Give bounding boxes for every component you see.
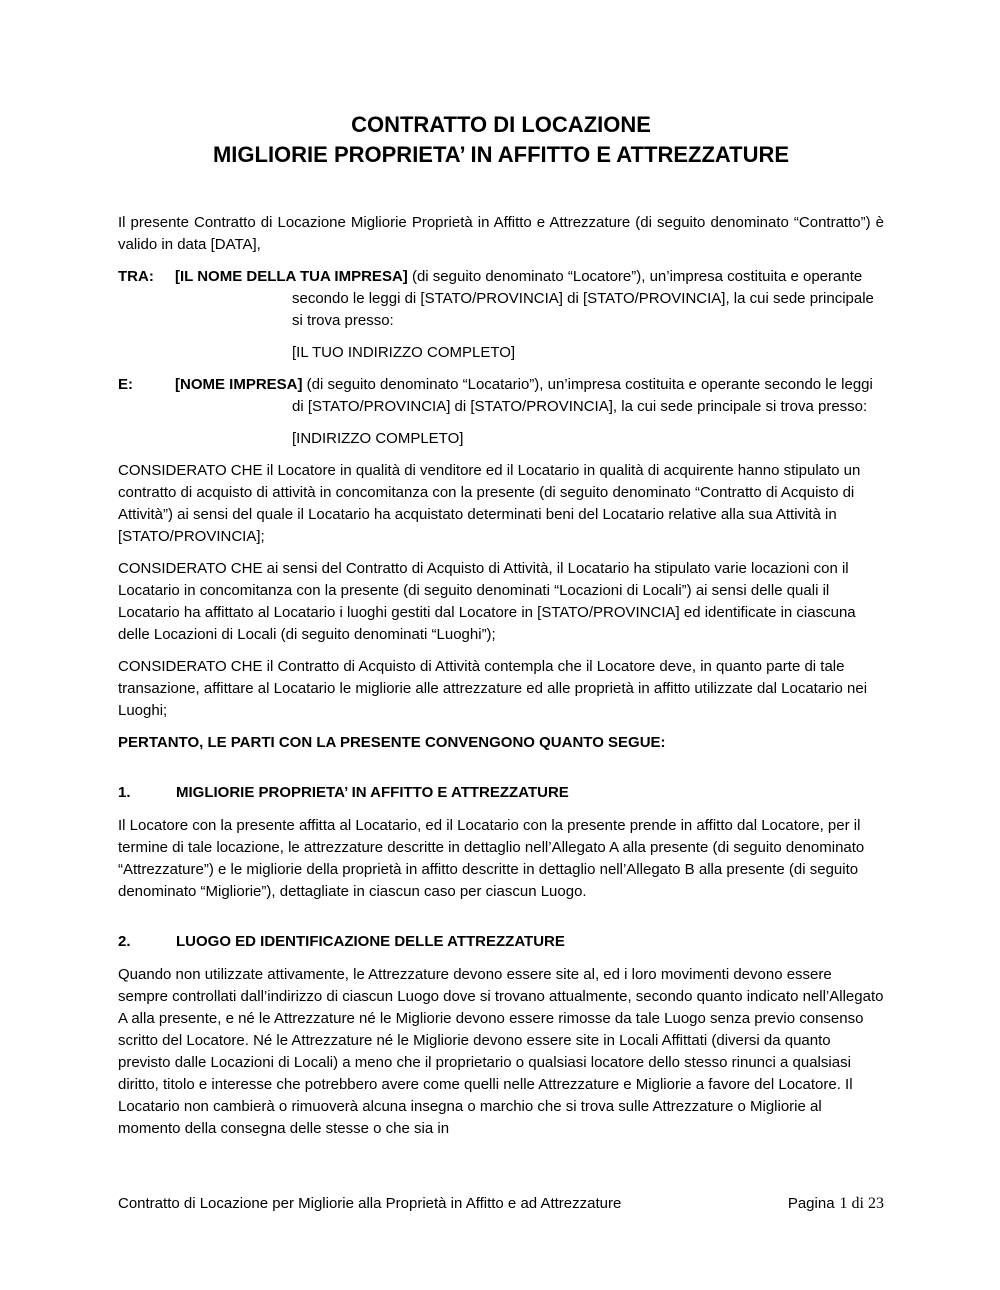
party-label-tra: TRA: [118, 268, 154, 285]
section-2-heading-text: LUOGO ED IDENTIFICAZIONE DELLE ATTREZZATURE [176, 933, 565, 950]
section-1-number: 1. [118, 784, 131, 801]
section-1-body: Il Locatore con la presente affitta al Locatario, ed il Locatario con la presente prende in affitto dal Locatore, per il termine di tale locazione, le attrezzature descritte in dettaglio nell’Allegato A alla presente (di seguito denominato “Attrezzature”) e le migliorie della proprietà in affitto descritte in dettaglio nell’Allegato B alla presente (di seguito denominato “Migliorie”), dettagliate in ciascun caso per ciascun Luogo. [118, 817, 865, 900]
section-2-number: 2. [118, 933, 131, 950]
party-clause-lessor [118, 266, 884, 332]
section-2-body: Quando non utilizzate attivamente, le Attrezzature devono essere site al, ed i loro movimenti devono essere sempre controllati dall’indirizzo di ciascun Luogo dove si trovano attualmente, secondo quanto indicato nell’Allegato A alla presente, e né le Attrezzature né le Migliorie devono essere rimosse da tale Luogo senza previo consenso scritto del Locatore. Né le Attrezzature né le Migliorie devono essere site in Locali Affittati (diversi da quanto previsto dalle Locazioni di Locali) a meno che il proprietario o qualsiasi locatore dello stesso rinunci a qualsiasi diritto, titolo e interesse che potrebbero avere come quelli nelle Attrezzature e Migliorie a favore del Locatore. Il Locatario non cambierà o rimuoverà alcuna insegna o marchio che si trova sulle Attrezzature o Migliorie al momento della consegna delle stesse o che sia in [118, 966, 884, 1137]
footer-page-indicator [788, 1193, 884, 1215]
lessor-address-placeholder: [IL TUO INDIRIZZO COMPLETO] [292, 344, 516, 361]
party-name-lessee: [NOME IMPRESA] [175, 376, 303, 393]
party-clause-lessee [118, 374, 884, 418]
document-title-line-1: CONTRATTO DI LOCAZIONE [351, 112, 651, 137]
document-title-line-2: MIGLIORIE PROPRIETA’ IN AFFITTO E ATTREZZATURE [212, 142, 790, 167]
section-1-heading [118, 782, 884, 804]
footer-page-label: Pagina [787, 1195, 835, 1212]
recital-1: CONSIDERATO CHE il Locatore in qualità di venditore ed il Locatario in qualità di acquirente hanno stipulato un contratto di acquisto di attività in concomitanza con la presente (di seguito denominato “Contratto di Acquisto di Attività”) ai sensi del quale il Locatario ha acquistato determinati beni del Locatario relative alla sua Attività in [STATO/PROVINCIA]; [118, 462, 861, 545]
section-1-heading-text: MIGLIORIE PROPRIETA’ IN AFFITTO E ATTREZZATURE [176, 784, 569, 801]
footer-document-title: Contratto di Locazione per Migliorie alla Proprietà in Affitto e ad Attrezzature [118, 1195, 622, 1212]
lessee-address-placeholder: [INDIRIZZO COMPLETO] [292, 430, 464, 447]
document-title [118, 110, 884, 170]
party-name-lessor: [IL NOME DELLA TUA IMPRESA] [175, 268, 408, 285]
page-footer [118, 1193, 884, 1215]
agreement-clause: PERTANTO, LE PARTI CON LA PRESENTE CONVENGONO QUANTO SEGUE: [118, 734, 666, 751]
party-text-lessor: (di seguito denominato “Locatore”), un’impresa costituita e operante secondo le leggi di [STATO/PROVINCIA] di [STATO/PROVINCIA], la cui sede principale si trova presso: [292, 268, 874, 329]
section-2-heading [118, 931, 884, 953]
party-text-lessee: (di seguito denominato “Locatario”), un’impresa costituita e operante secondo le leggi di [STATO/PROVINCIA] di [STATO/PROVINCIA], la cui sede principale si trova presso: [292, 376, 873, 415]
recital-2: CONSIDERATO CHE ai sensi del Contratto di Acquisto di Attività, il Locatario ha stipulato varie locazioni con il Locatario in concomitanza con la presente (di seguito denominati “Locazioni di Locali”) ai sensi delle quali il Locatario ha affittato al Locatario i luoghi gestiti dal Locatore in [STATO/PROVINCIA] ed identificate in ciascuna delle Locazioni di Locali (di seguito denominati “Luoghi”); [118, 560, 856, 643]
footer-page-number: 1 di 23 [839, 1195, 884, 1212]
document-content [118, 110, 884, 1150]
intro-paragraph: Il presente Contratto di Locazione Migliorie Proprietà in Affitto e Attrezzature (di seguito denominato “Contratto”) è valido in data [DATA], [118, 214, 884, 253]
party-label-e: E: [118, 376, 133, 393]
recital-3: CONSIDERATO CHE il Contratto di Acquisto di Attività contempla che il Locatore deve, in quanto parte di tale transazione, affittare al Locatario le migliorie alle attrezzature ed alle proprietà in affitto utilizzate dal Locatario nei Luoghi; [118, 658, 868, 719]
